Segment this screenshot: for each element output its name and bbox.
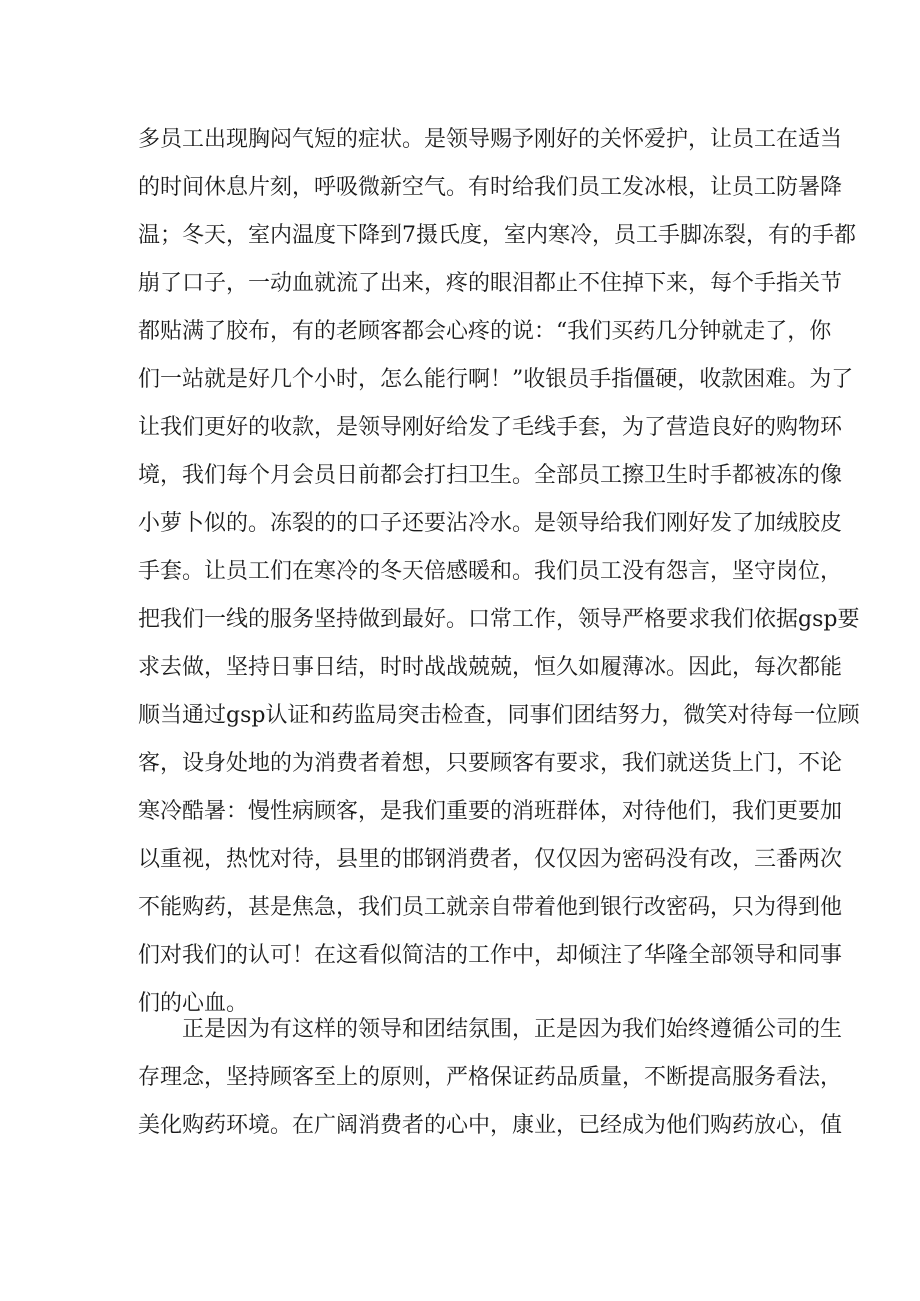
text-line: 小萝卜似的。冻裂的的口子还要沾冷水。是领导给我们刚好发了加绒胶皮 [138, 511, 843, 536]
text-line: 们的心血。 [138, 991, 249, 1016]
text-line: 寒冷酷暑：慢性病顾客，是我们重要的消班群体，对待他们，我们更要加 [138, 799, 843, 824]
text-line: 都贴满了胶布，有的老顾客都会心疼的说：“我们买药几分钟就走了，你 [138, 319, 832, 344]
text-line: 崩了口子，一动血就流了出来，疼的眼泪都止不住掉下来，每个手指关节 [138, 271, 843, 296]
paragraph-2 [138, 1006, 843, 1150]
text-line: 把我们一线的服务坚持做到最好。口常工作，领导严格要求我们依据gsp要 [138, 607, 860, 632]
text-line: 的时间休息片刻，呼吸微新空气。有时给我们员工发冰根，让员工防暑降 [138, 175, 843, 200]
text-line: 存理念，坚持顾客至上的原则，严格保证药品质量，不断提高服务看法， [138, 1065, 843, 1090]
text-line: 客，设身处地的为消费者着想，只要顾客有要求，我们就送货上门，不论 [138, 751, 843, 776]
text-line: 求去做，坚持日事日结，时时战战兢兢，恒久如履薄冰。因此，每次都能 [138, 655, 843, 680]
paragraph-1 [138, 116, 860, 1028]
text-line: 境，我们每个月会员日前都会打扫卫生。全部员工擦卫生时手都被冻的像 [138, 463, 843, 488]
text-line: 正是因为有这样的领导和团结氛围，正是因为我们始终遵循公司的生 [182, 1017, 843, 1042]
text-line: 们一站就是好几个小时，怎么能行啊！”收银员手指僵硬，收款困难。为了 [138, 367, 854, 392]
text-line: 不能购药，甚是焦急，我们员工就亲自带着他到银行改密码，只为得到他 [138, 895, 843, 920]
text-line: 手套。让员工们在寒冷的冬天倍感暖和。我们员工没有怨言，坚守岗位， [138, 559, 843, 584]
text-line: 让我们更好的收款，是领导刚好给发了毛线手套，为了营造良好的购物环 [138, 415, 843, 440]
text-line: 多员工出现胸闷气短的症状。是领导赐予刚好的关怀爱护，让员工在适当 [138, 127, 843, 152]
text-line: 温；冬天，室内温度下降到7摄氏度，室内寒冷，员工手脚冻裂，有的手都 [138, 223, 856, 248]
text-line: 顺当通过gsp认证和药监局突击检查，同事们团结努力，微笑对待每一位顾 [138, 703, 860, 728]
text-line: 美化购药环境。在广阔消费者的心中，康业，已经成为他们购药放心，值 [138, 1113, 843, 1138]
text-line: 以重视，热忱对待，县里的邯钢消费者，仅仅因为密码没有改，三番两次 [138, 847, 843, 872]
text-line: 们对我们的认可！在这看似简洁的工作中，却倾注了华隆全部领导和同事 [138, 943, 843, 968]
